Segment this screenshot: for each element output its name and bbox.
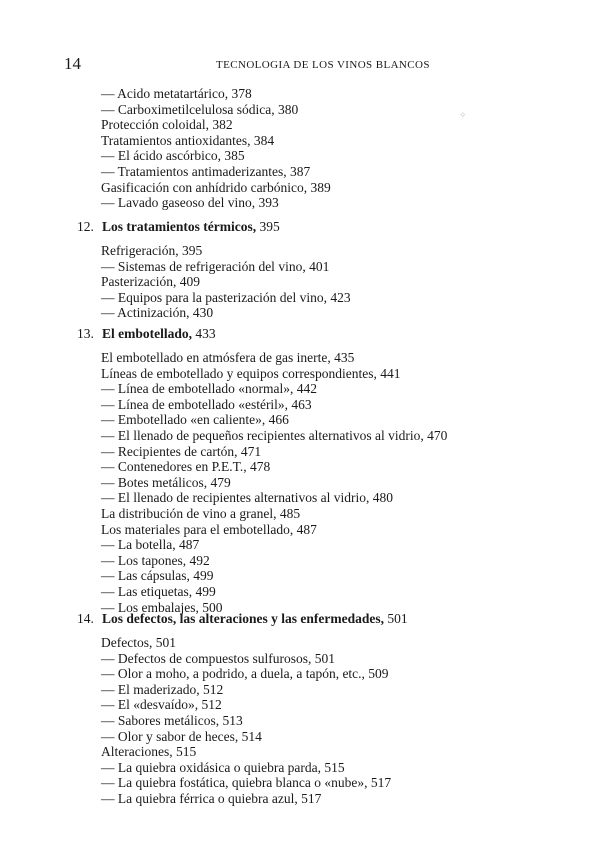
toc-entry: — Los tapones, 492 <box>101 552 210 568</box>
toc-entry: — La botella, 487 <box>101 537 200 553</box>
chapter-title: Los tratamientos térmicos, 395 <box>102 219 280 234</box>
toc-entry: — Línea de embotellado «normal», 442 <box>101 381 317 397</box>
toc-entry: — Las cápsulas, 499 <box>101 568 214 584</box>
toc-entry: Líneas de embotellado y equipos correspondientes, 441 <box>101 365 401 381</box>
toc-entry: El embotellado en atmósfera de gas inerte, 435 <box>101 350 355 365</box>
toc-entry: — Las etiquetas, 499 <box>101 584 216 599</box>
toc-entry: — Línea de embotellado «estéril», 463 <box>101 396 312 412</box>
toc-entry: — Contenedores en P.E.T., 478 <box>101 459 271 475</box>
page-number: 14 <box>64 54 81 73</box>
toc-entry: — Acido metatartárico, 378 <box>101 86 252 101</box>
toc-entry: La distribución de vino a granel, 485 <box>101 506 301 521</box>
toc-entry: — Sistemas de refrigeración del vino, 401 <box>101 258 330 274</box>
toc-entry: Refrigeración, 395 <box>101 243 203 258</box>
toc-entry: — La quiebra oxidásica o quiebra parda, 515 <box>101 759 345 775</box>
toc-entry: — Lavado gaseoso del vino, 393 <box>101 195 279 211</box>
scan-speck: ✧ <box>459 110 467 120</box>
toc-entry: — El ácido ascórbico, 385 <box>101 148 245 164</box>
chapter-title: Los defectos, las alteraciones y las enfermedades, 501 <box>102 611 408 626</box>
toc-entry: — La quiebra fostática, quiebra blanca o «nube», 517 <box>101 775 392 791</box>
toc-entry: — Actinización, 430 <box>101 305 214 321</box>
toc-entry: Tratamientos antioxidantes, 384 <box>101 132 275 148</box>
toc-entry: Gasificación con anhídrido carbónico, 389 <box>101 179 331 195</box>
toc-entry: Defectos, 501 <box>101 635 176 650</box>
running-head: TECNOLOGIA DE LOS VINOS BLANCOS <box>216 59 430 71</box>
toc-entry: — El «desvaído», 512 <box>101 697 222 713</box>
toc-entry: — Embotellado «en caliente», 466 <box>101 412 289 428</box>
toc-entry: Protección coloidal, 382 <box>101 117 233 133</box>
toc-entry: — Los embalajes, 500 <box>101 599 223 615</box>
toc-entry: — El maderizado, 512 <box>101 681 224 697</box>
toc-entry: — El llenado de pequeños recipientes alternativos al vidrio, 470 <box>101 428 448 443</box>
toc-entry: — Tratamientos antimaderizantes, 387 <box>101 164 311 179</box>
toc-entry: — El llenado de recipientes alternativos al vidrio, 480 <box>101 490 394 506</box>
chapter-number: 12. <box>77 219 94 234</box>
toc-entry: — Equipos para la pasterización del vino, 423 <box>101 289 351 305</box>
toc-entry: — Botes metálicos, 479 <box>101 474 231 490</box>
toc-entry: Pasterización, 409 <box>101 274 200 290</box>
toc-entry: — Carboximetilcelulosa sódica, 380 <box>101 101 299 117</box>
toc-entry: — La quiebra férrica o quiebra azul, 517 <box>101 791 322 806</box>
toc-entry: Los materiales para el embotellado, 487 <box>101 521 317 537</box>
chapter-number: 14. <box>77 611 94 626</box>
chapter-number: 13. <box>77 326 94 341</box>
toc-entry: Alteraciones, 515 <box>101 744 197 760</box>
toc-entry: — Olor a moho, a podrido, a duela, a tapón, etc., 509 <box>101 666 389 682</box>
toc-entry: — Olor y sabor de heces, 514 <box>101 728 262 744</box>
toc-entry: — Recipientes de cartón, 471 <box>101 443 262 459</box>
toc-entry: — Sabores metálicos, 513 <box>101 713 243 728</box>
toc-entry: — Defectos de compuestos sulfurosos, 501 <box>101 650 335 666</box>
chapter-title: El embotellado, 433 <box>102 326 216 341</box>
